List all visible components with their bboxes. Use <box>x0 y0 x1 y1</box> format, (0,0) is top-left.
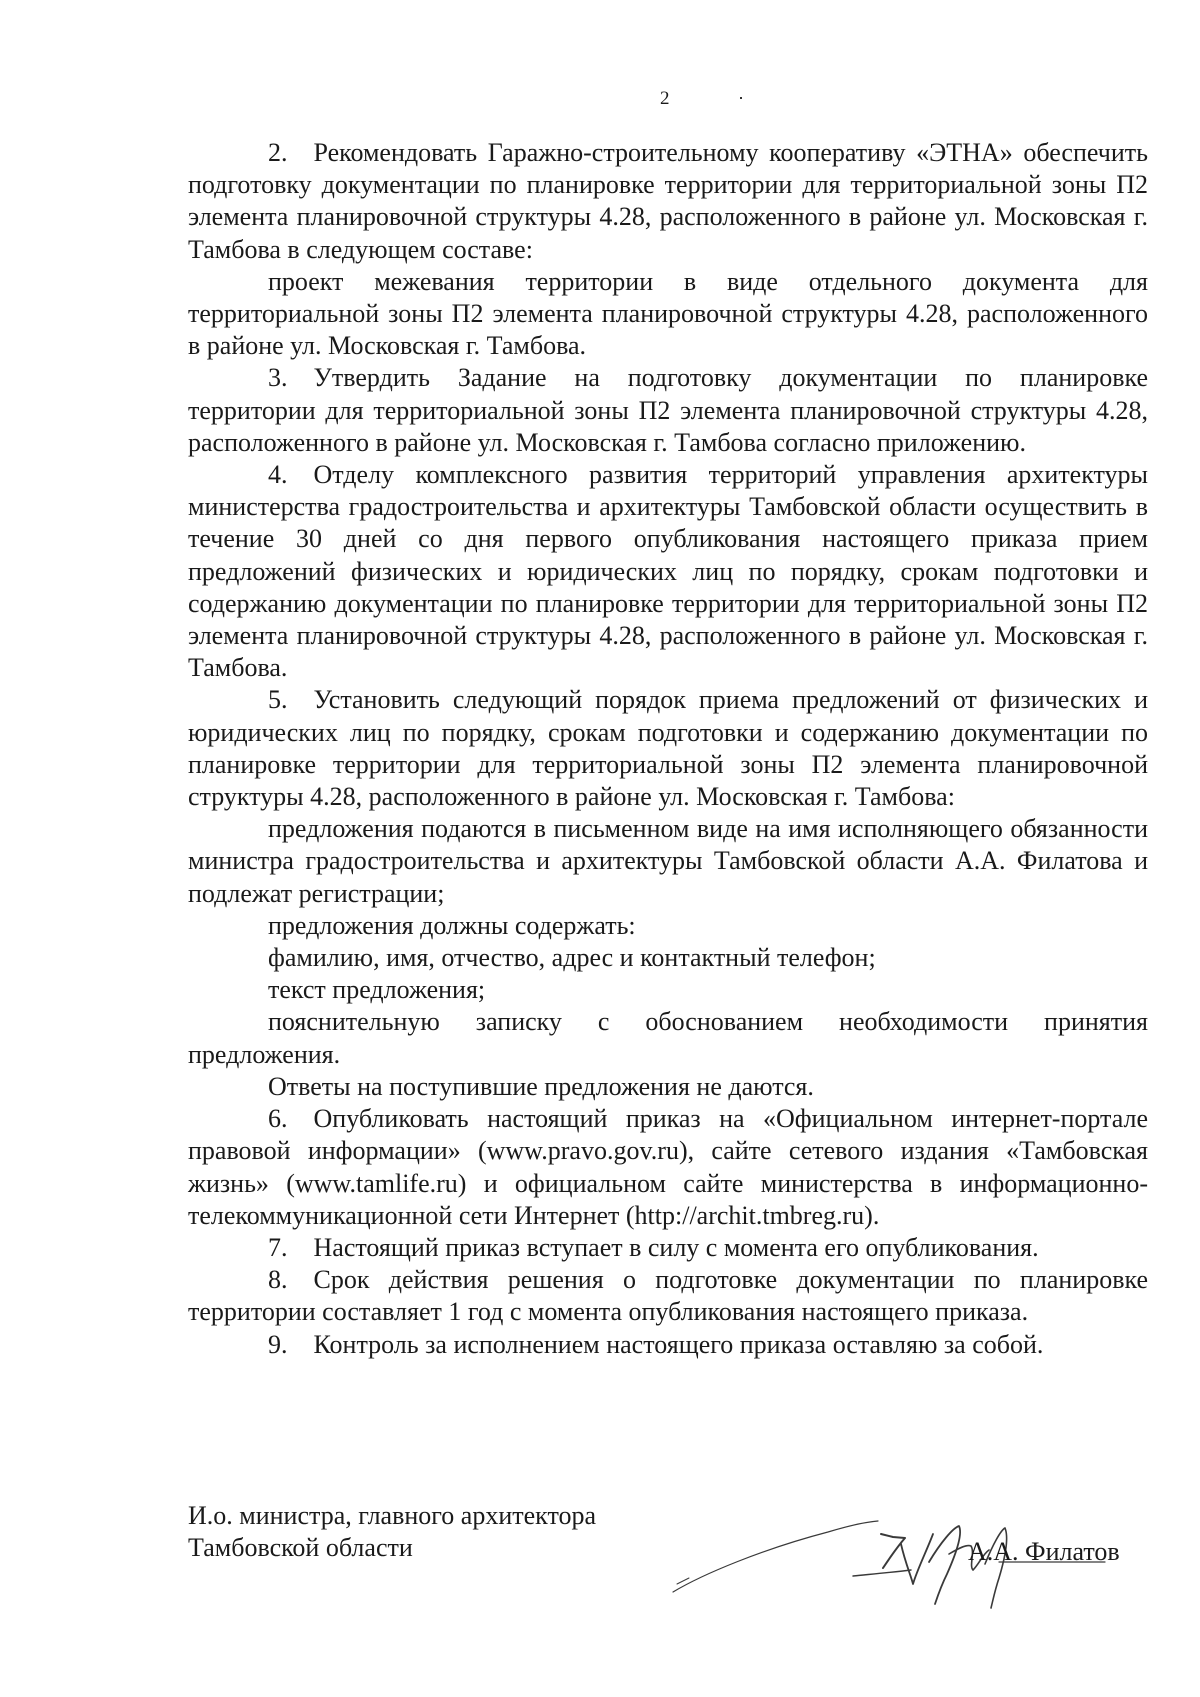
paragraph-item-4: 4. Отделу комплексного развития территорий управления архитектуры министерства градостроительства и архитектуры Тамбовской области осуществить в течение 30 дней со дня первого опубликования настоящего приказа прием предложений физических и юридических лиц по порядку, срокам подготовки и содержанию документации по планировке территории для территориальной зоны П2 элемента планировочной структуры 4.28, расположенного в районе ул. Московская г. Тамбова. <box>188 460 1148 683</box>
signatory-position <box>188 1500 596 1564</box>
paragraph-item-9: 9. Контроль за исполнением настоящего приказа оставляю за собой. <box>268 1329 1044 1359</box>
scan-speck <box>740 97 742 99</box>
paragraph-item-5-note: пояснительную записку с обоснованием необходимости принятия предложения. <box>188 1007 1148 1069</box>
paragraph-item-2-survey-project: проект межевания территории в виде отдельного документа для территориальной зоны П2 элемента планировочной структуры 4.28, расположенного в районе ул. Московская г. Тамбова. <box>188 266 1148 361</box>
order-body <box>188 137 1148 1361</box>
signatory-position-line1: И.о. министра, главного архитектора <box>188 1501 597 1530</box>
signatory-name: А.А. Филатов <box>968 1537 1120 1566</box>
paragraph-item-5: 5. Установить следующий порядок приема предложений от физических и юридических лиц по порядку, срокам подготовки и содержанию документации по планировке территории для территориальной зоны П2 элемента планировочной структуры 4.28, расположенного в районе ул. Московская г. Тамбова: <box>188 685 1148 812</box>
paragraph-item-7: 7. Настоящий приказ вступает в силу с момента его опубликования. <box>268 1232 1039 1262</box>
paragraph-item-5-contents: предложения должны содержать: <box>268 910 636 940</box>
page-number: 2 <box>660 88 670 109</box>
signatory-position-line2: Тамбовской области <box>188 1533 413 1562</box>
paragraph-item-5-name-address: фамилию, имя, отчество, адрес и контактный телефон; <box>268 943 876 973</box>
paragraph-item-8: 8. Срок действия решения о подготовке документации по планировке территории составляет 1 год с момента опубликования настоящего приказа. <box>188 1265 1148 1327</box>
paragraph-item-5-no-reply: Ответы на поступившие предложения не даются. <box>268 1071 814 1101</box>
paragraph-item-2: 2. Рекомендовать Гаражно-строительному кооперативу «ЭТНА» обеспечить подготовку документации по планировке территории для территориальной зоны П2 элемента планировочной структуры 4.28, расположенного в районе ул. Московская г. Тамбова в следующем составе: <box>188 138 1148 264</box>
paragraph-item-5-submission: предложения подаются в письменном виде на имя исполняющего обязанности министра градостроительства и архитектуры Тамбовской области А.А. Филатова и подлежат регистрации; <box>188 814 1148 908</box>
paragraph-item-5-text: текст предложения; <box>268 975 486 1005</box>
signature-block <box>188 1500 1168 1610</box>
paragraph-item-6: 6. Опубликовать настоящий приказ на «Официальном интернет-портале правовой информации» (www.pravo.gov.ru), сайте сетевого издания «Тамбовская жизнь» (www.tamlife.ru) и официальном сайте министерства в информационно-телекоммуникационной сети Интернет (http://archit.tmbreg.ru). <box>188 1104 1148 1230</box>
paragraph-item-3: 3. Утвердить Задание на подготовку документации по планировке территории для территориальной зоны П2 элемента планировочной структуры 4.28, расположенного в районе ул. Московская г. Тамбова согласно приложению. <box>188 363 1148 457</box>
